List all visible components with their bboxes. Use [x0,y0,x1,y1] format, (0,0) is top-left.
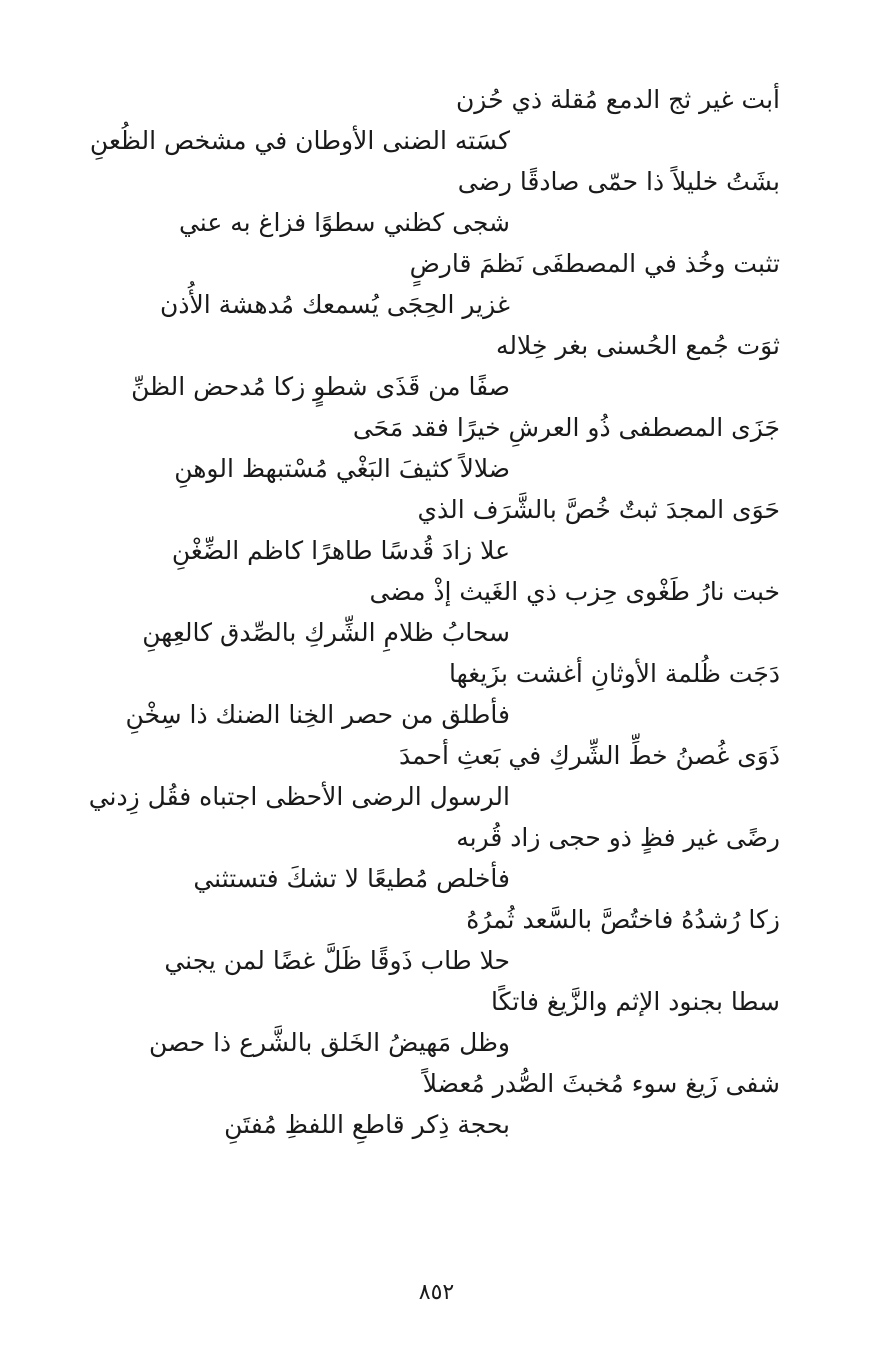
verse-first-hemistich: بشَتُ خليلاً ذا حمّى صادقًا رضى [457,167,780,196]
verse-first-hemistich: دَجَت ظُلمة الأوثانِ أغشت بزَيغها [449,659,780,688]
verse [90,570,780,652]
verse-second-hemistich: فأخلص مُطيعًا لا تشكَ فتستثني [193,864,510,893]
poem-body [90,78,780,1144]
verse-first-hemistich: جَزَى المصطفى ذُو العرشِ خيرًا فقد مَحَى [352,413,780,442]
verse-first-hemistich: زكا رُشدُهُ فاختُصَّ بالسَّعد ثُمرُهُ [466,905,780,934]
verse [90,816,780,898]
verse-second-hemistich: حلا طاب ذَوقًا ظَلَّ غضًا لمن يجني [164,946,510,975]
verse [90,1062,780,1144]
verse [90,980,780,1062]
page-number: ٨٥٢ [418,1280,455,1305]
verse-first-hemistich: شفى زَيغ سوء مُخبثَ الصُّدر مُعضلاً [422,1069,780,1098]
verse-second-hemistich: سحابُ ظلامِ الشِّركِ بالصِّدق كالعِهنِ [142,618,510,647]
verse [90,898,780,980]
verse-second-hemistich: بحجة ذِكر قاطعِ اللفظِ مُفتَنِ [224,1110,510,1139]
verse-first-hemistich: حَوَى المجدَ ثبتٌ خُصَّ بالشَّرَف الذي [417,495,780,524]
verse [90,242,780,324]
verse [90,160,780,242]
verse-second-hemistich: غزير الحِجَى يُسمعك مُدهشة الأُذن [159,290,510,319]
verse-first-hemistich: خبت نارُ طَغْوى حِزب ذي الغَيث إذْ مضى [369,577,780,606]
verse [90,406,780,488]
verse [90,652,780,734]
verse-second-hemistich: كسَته الضنى الأوطان في مشخص الظُعنِ [89,126,510,155]
verse-second-hemistich: صفًا من قَذَى شطوٍ زكا مُدحض الظنِّ [131,372,510,401]
verse-first-hemistich: سطا بجنود الإثم والزَّيغ فاتكًا [491,987,780,1016]
verse [90,488,780,570]
verse-first-hemistich: تثبت وخُذ في المصطفَى نَظمَ قارضٍ [409,249,780,278]
verse [90,78,780,160]
verse-first-hemistich: رضًى غير فظٍ ذو حجى زاد قُربه [456,823,780,852]
verse-second-hemistich: الرسول الرضى الأحظى اجتباه فقُل زِدني [88,782,510,811]
verse-second-hemistich: فأطلق من حصر الخِنا الضنك ذا سِخْنِ [125,700,510,729]
verse-first-hemistich: ذَوَى غُصنُ خطِّ الشِّركِ في بَعثِ أحمدَ [398,741,780,770]
verse [90,734,780,816]
verse-second-hemistich: شجى كظني سطوًا فزاغ به عني [178,208,510,237]
verse-second-hemistich: وظل مَهيضُ الخَلق بالشَّرع ذا حصن [149,1028,510,1057]
verse-second-hemistich: ضلالاً كثيفَ البَغْي مُسْتبهظ الوهنِ [174,454,510,483]
verse-first-hemistich: ثوَت جُمع الحُسنى بغر خِلاله [496,331,780,360]
verse-first-hemistich: أبت غير ثج الدمع مُقلة ذي حُزن [455,85,780,114]
verse-second-hemistich: علا زادَ قُدسًا طاهرًا كاظم الضِّغْنِ [171,536,510,565]
verse [90,324,780,406]
